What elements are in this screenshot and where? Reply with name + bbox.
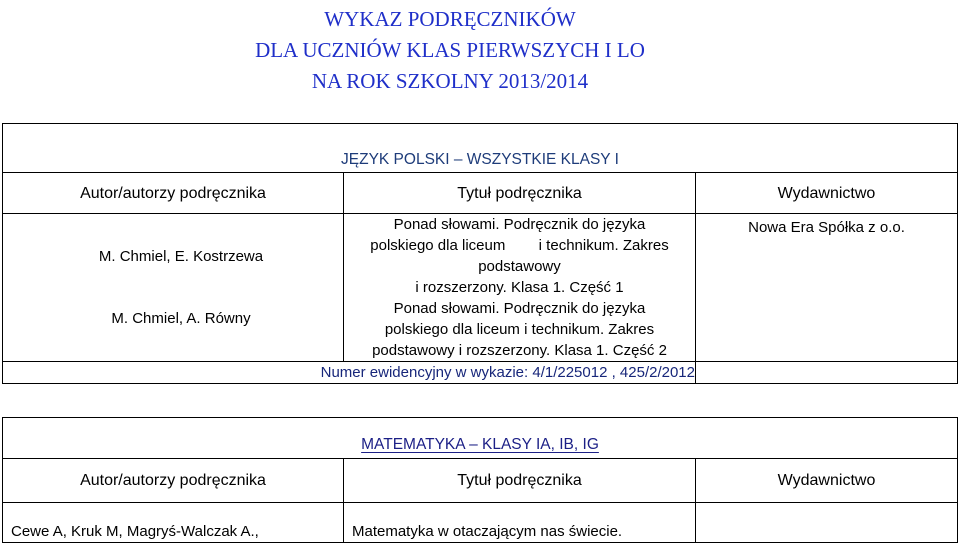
column-header-author: Autor/autorzy podręcznika: [3, 173, 344, 214]
document-title-line: DLA UCZNIÓW KLAS PIERWSZYCH I LO: [255, 38, 645, 62]
publisher-cell: [696, 503, 958, 543]
author-entry: M. Chmiel, E. Kostrzewa: [98, 248, 264, 265]
column-header-title: Tytuł podręcznika: [344, 459, 696, 503]
column-header-publisher: Wydawnictwo: [696, 173, 958, 214]
document-title-line: WYKAZ PODRĘCZNIKÓW: [324, 7, 576, 31]
publisher-name: Nowa Era Spółka z o.o.: [748, 219, 905, 236]
column-header-publisher: Wydawnictwo: [696, 459, 958, 503]
textbook-title-cell: Matematyka w otaczającym nas świecie.: [344, 503, 696, 543]
publisher-cell: [696, 214, 958, 362]
column-header-author: Autor/autorzy podręcznika: [3, 459, 344, 503]
math-section-heading: MATEMATYKA – KLASY IA, IB, IG: [361, 436, 599, 453]
textbook-title-line: polskiego dla liceum i technikum. Zakres: [384, 321, 655, 338]
register-number-cell: [3, 362, 696, 384]
textbook-title-cell: [344, 214, 696, 362]
textbook-title-line: Ponad słowami. Podręcznik do języka: [393, 300, 646, 317]
polish-section-heading: JĘZYK POLSKI – WSZYSTKIE KLASY I: [341, 151, 619, 168]
column-header-title: Tytuł podręcznika: [344, 173, 696, 214]
textbook-title-line: polskiego dla liceum i technikum. Zakres: [370, 237, 669, 254]
authors-cell: Cewe A, Kruk M, Magryś-Walczak A.,: [3, 503, 344, 543]
document-title: [0, 4, 900, 97]
textbook-title-line: Ponad słowami. Podręcznik do języka: [393, 216, 646, 233]
author-entry: M. Chmiel, A. Równy: [111, 310, 251, 327]
document-title-line: NA ROK SZKOLNY 2013/2014: [311, 69, 589, 93]
polish-textbooks-table: [2, 123, 958, 384]
textbook-title-line: podstawowy i rozszerzony. Klasa 1. Część 2: [372, 342, 667, 359]
register-number: Numer ewidencyjny w wykazie: 4/1/225012 , 425/2/2012: [320, 364, 695, 381]
textbook-title-line: podstawowy: [478, 258, 561, 275]
section-heading-cell: [3, 418, 958, 459]
math-textbooks-table: [2, 417, 958, 543]
section-heading-cell: [3, 124, 958, 173]
empty-cell: [696, 362, 958, 384]
authors-cell: [3, 214, 344, 362]
textbook-title-line: i rozszerzony. Klasa 1. Część 1: [415, 279, 624, 296]
